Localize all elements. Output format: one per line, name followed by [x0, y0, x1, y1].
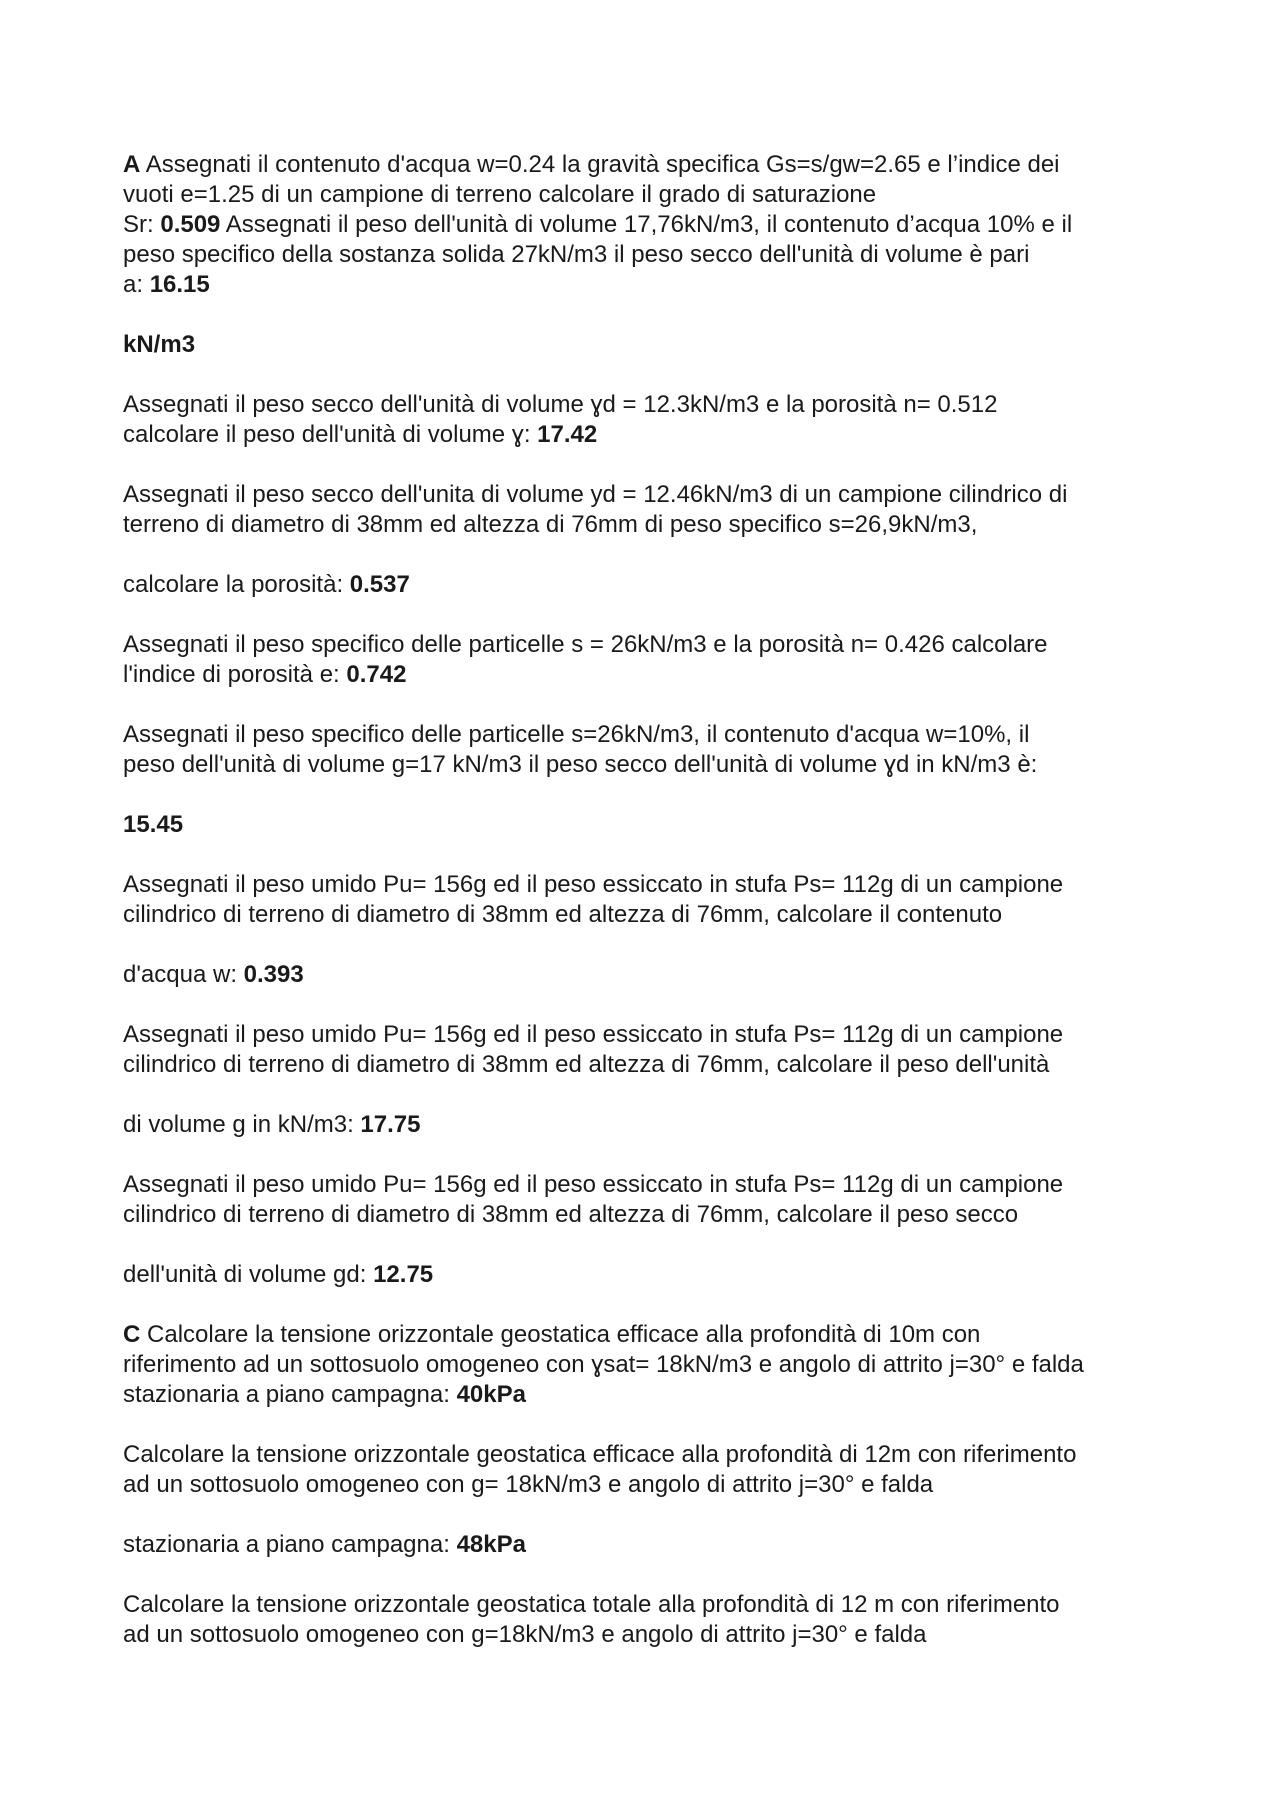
- text-line: vuoti e=1.25 di un campione di terreno calcolare il grado di saturazione: [123, 181, 877, 208]
- text-line: l'indice di porosità e:: [123, 661, 347, 688]
- text-line: peso specifico della sostanza solida 27kN/m3 il peso secco dell'unità di volume è pari: [123, 241, 1030, 268]
- question-c2: [123, 1440, 1183, 1500]
- paragraph-a: [123, 150, 1183, 300]
- question-2-answer: [123, 570, 1183, 600]
- answer: 48kPa: [456, 1531, 526, 1558]
- answer: 0.537: [349, 571, 410, 598]
- text-line: Assegnati il peso umido Pu= 156g ed il peso essiccato in stufa Ps= 112g di un campione: [123, 1171, 1064, 1198]
- text-line: di volume g in kN/m3:: [123, 1111, 361, 1138]
- answer: 0.393: [243, 961, 304, 988]
- question-4-answer: [123, 810, 1183, 840]
- text-line: Calcolare la tensione orizzontale geostatica totale alla profondità di 12 m con riferimento: [123, 1591, 1060, 1618]
- answer: 16.15: [149, 271, 210, 298]
- text-line: cilindrico di terreno di diametro di 38mm ed altezza di 76mm, calcolare il peso dell'unità: [123, 1051, 1050, 1078]
- text-line: Assegnati il peso specifico delle particelle s = 26kN/m3 e la porosità n= 0.426 calcolare: [123, 631, 1048, 658]
- text-line: a:: [123, 271, 150, 298]
- text-line: Assegnati il peso umido Pu= 156g ed il peso essiccato in stufa Ps= 112g di un campione: [123, 1021, 1064, 1048]
- text-line: peso dell'unità di volume g=17 kN/m3 il peso secco dell'unità di volume ɣd in kN/m3 è:: [123, 751, 1038, 778]
- question-6: [123, 1020, 1183, 1080]
- paragraph-c: [123, 1320, 1183, 1410]
- text-line: Assegnati il contenuto d'acqua w=0.24 la gravità specifica Gs=s/gw=2.65 e l’indice dei: [140, 151, 1060, 178]
- text-line: calcolare la porosità:: [123, 571, 350, 598]
- document-body: [123, 150, 1183, 1650]
- text-line: ad un sottosuolo omogeneo con g= 18kN/m3 e angolo di attrito j=30° e falda: [123, 1471, 934, 1498]
- text-line: Calcolare la tensione orizzontale geostatica efficace alla profondità di 12m con riferimento: [123, 1441, 1077, 1468]
- answer: 12.75: [373, 1261, 434, 1288]
- answer: 0.509: [160, 211, 221, 238]
- text-line: stazionaria a piano campagna:: [123, 1381, 457, 1408]
- question-7: [123, 1170, 1183, 1230]
- question-1: [123, 390, 1183, 450]
- text-line: Assegnati il peso secco dell'unita di volume yd = 12.46kN/m3 di un campione cilindrico di: [123, 481, 1068, 508]
- text-line: d'acqua w:: [123, 961, 244, 988]
- text-line: cilindrico di terreno di diametro di 38mm ed altezza di 76mm, calcolare il contenuto: [123, 901, 1003, 928]
- text-line: Assegnati il peso dell'unità di volume 17,76kN/m3, il contenuto d’acqua 10% e il: [220, 211, 1073, 238]
- question-2: [123, 480, 1183, 540]
- question-5-answer: [123, 960, 1183, 990]
- text-line: ad un sottosuolo omogeneo con g=18kN/m3 e angolo di attrito j=30° e falda: [123, 1621, 927, 1648]
- text-line: Assegnati il peso secco dell'unità di volume ɣd = 12.3kN/m3 e la porosità n= 0.512: [123, 391, 998, 418]
- question-3: [123, 630, 1183, 690]
- question-6-answer: [123, 1110, 1183, 1140]
- question-4: [123, 720, 1183, 780]
- section-label-c: C: [123, 1321, 141, 1348]
- text-line: Assegnati il peso umido Pu= 156g ed il peso essiccato in stufa Ps= 112g di un campione: [123, 871, 1064, 898]
- text-line: calcolare il peso dell'unità di volume ɣ:: [123, 421, 538, 448]
- answer: 17.42: [537, 421, 598, 448]
- question-c2-answer: [123, 1530, 1183, 1560]
- section-label-a: A: [123, 151, 141, 178]
- unit-line: [123, 330, 1183, 360]
- text-line: Calcolare la tensione orizzontale geostatica efficace alla profondità di 10m con: [140, 1321, 981, 1348]
- answer: 0.742: [346, 661, 407, 688]
- answer-unit: kN/m3: [123, 331, 196, 358]
- text-line: terreno di diametro di 38mm ed altezza di 76mm di peso specifico s=26,9kN/m3,: [123, 511, 978, 538]
- text-line: stazionaria a piano campagna:: [123, 1531, 457, 1558]
- text-line: dell'unità di volume gd:: [123, 1261, 374, 1288]
- text-line: Sr:: [123, 211, 161, 238]
- text-line: Assegnati il peso specifico delle particelle s=26kN/m3, il contenuto d'acqua w=10%, il: [123, 721, 1030, 748]
- question-5: [123, 870, 1183, 930]
- answer: 15.45: [123, 811, 184, 838]
- question-7-answer: [123, 1260, 1183, 1290]
- answer: 17.75: [360, 1111, 421, 1138]
- text-line: cilindrico di terreno di diametro di 38mm ed altezza di 76mm, calcolare il peso secco: [123, 1201, 1019, 1228]
- question-c3: [123, 1590, 1183, 1650]
- answer: 40kPa: [456, 1381, 526, 1408]
- text-line: riferimento ad un sottosuolo omogeneo con ɣsat= 18kN/m3 e angolo di attrito j=30° e falda: [123, 1351, 1084, 1378]
